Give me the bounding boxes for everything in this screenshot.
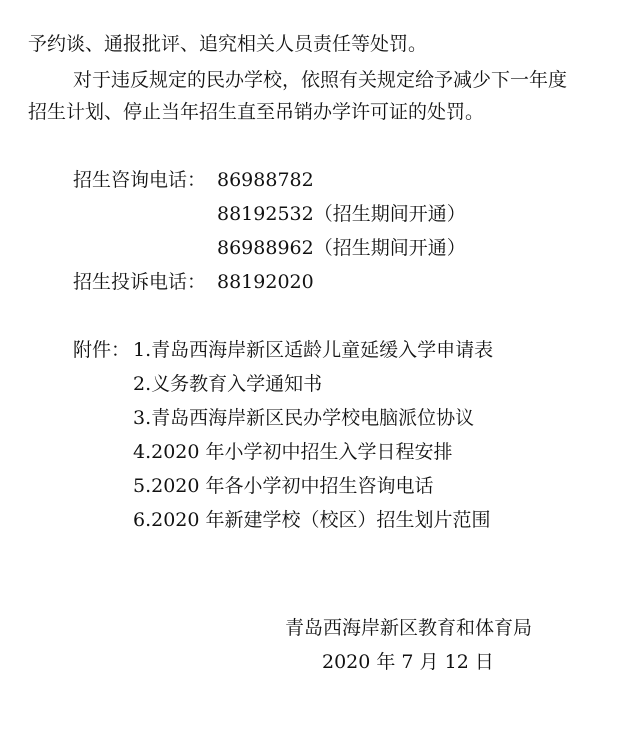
- consult-phone-1: 86988782: [217, 169, 314, 191]
- consult-phone-3: 86988962（招生期间开通）: [217, 237, 466, 259]
- paragraph-line: 予约谈、通报批评、追究相关人员责任等处罚。: [28, 33, 428, 55]
- attachments-label: 附件：: [73, 339, 131, 361]
- attachment-item: 6.2020 年新建学校（校区）招生划片范围: [133, 509, 491, 531]
- complaint-phone: 88192020: [217, 271, 314, 293]
- signature-date: 2020 年 7 月 12 日: [322, 651, 494, 673]
- paragraph-line: 招生计划、停止当年招生直至吊销办学许可证的处罚。: [28, 101, 485, 123]
- consult-phone-2: 88192532（招生期间开通）: [217, 203, 466, 225]
- signature-org: 青岛西海岸新区教育和体育局: [285, 617, 533, 639]
- attachment-item: 1.青岛西海岸新区适龄儿童延缓入学申请表: [133, 339, 494, 361]
- complaint-phone-label: 招生投诉电话：: [73, 271, 207, 293]
- attachment-item: 2.义务教育入学通知书: [133, 373, 323, 395]
- attachment-item: 5.2020 年各小学初中招生咨询电话: [133, 475, 434, 497]
- attachment-item: 4.2020 年小学初中招生入学日程安排: [133, 441, 453, 463]
- paragraph-line: 对于违反规定的民办学校，依照有关规定给予减少下一年度: [73, 69, 568, 91]
- consult-phone-label: 招生咨询电话：: [73, 169, 207, 191]
- attachment-item: 3.青岛西海岸新区民办学校电脑派位协议: [133, 407, 475, 429]
